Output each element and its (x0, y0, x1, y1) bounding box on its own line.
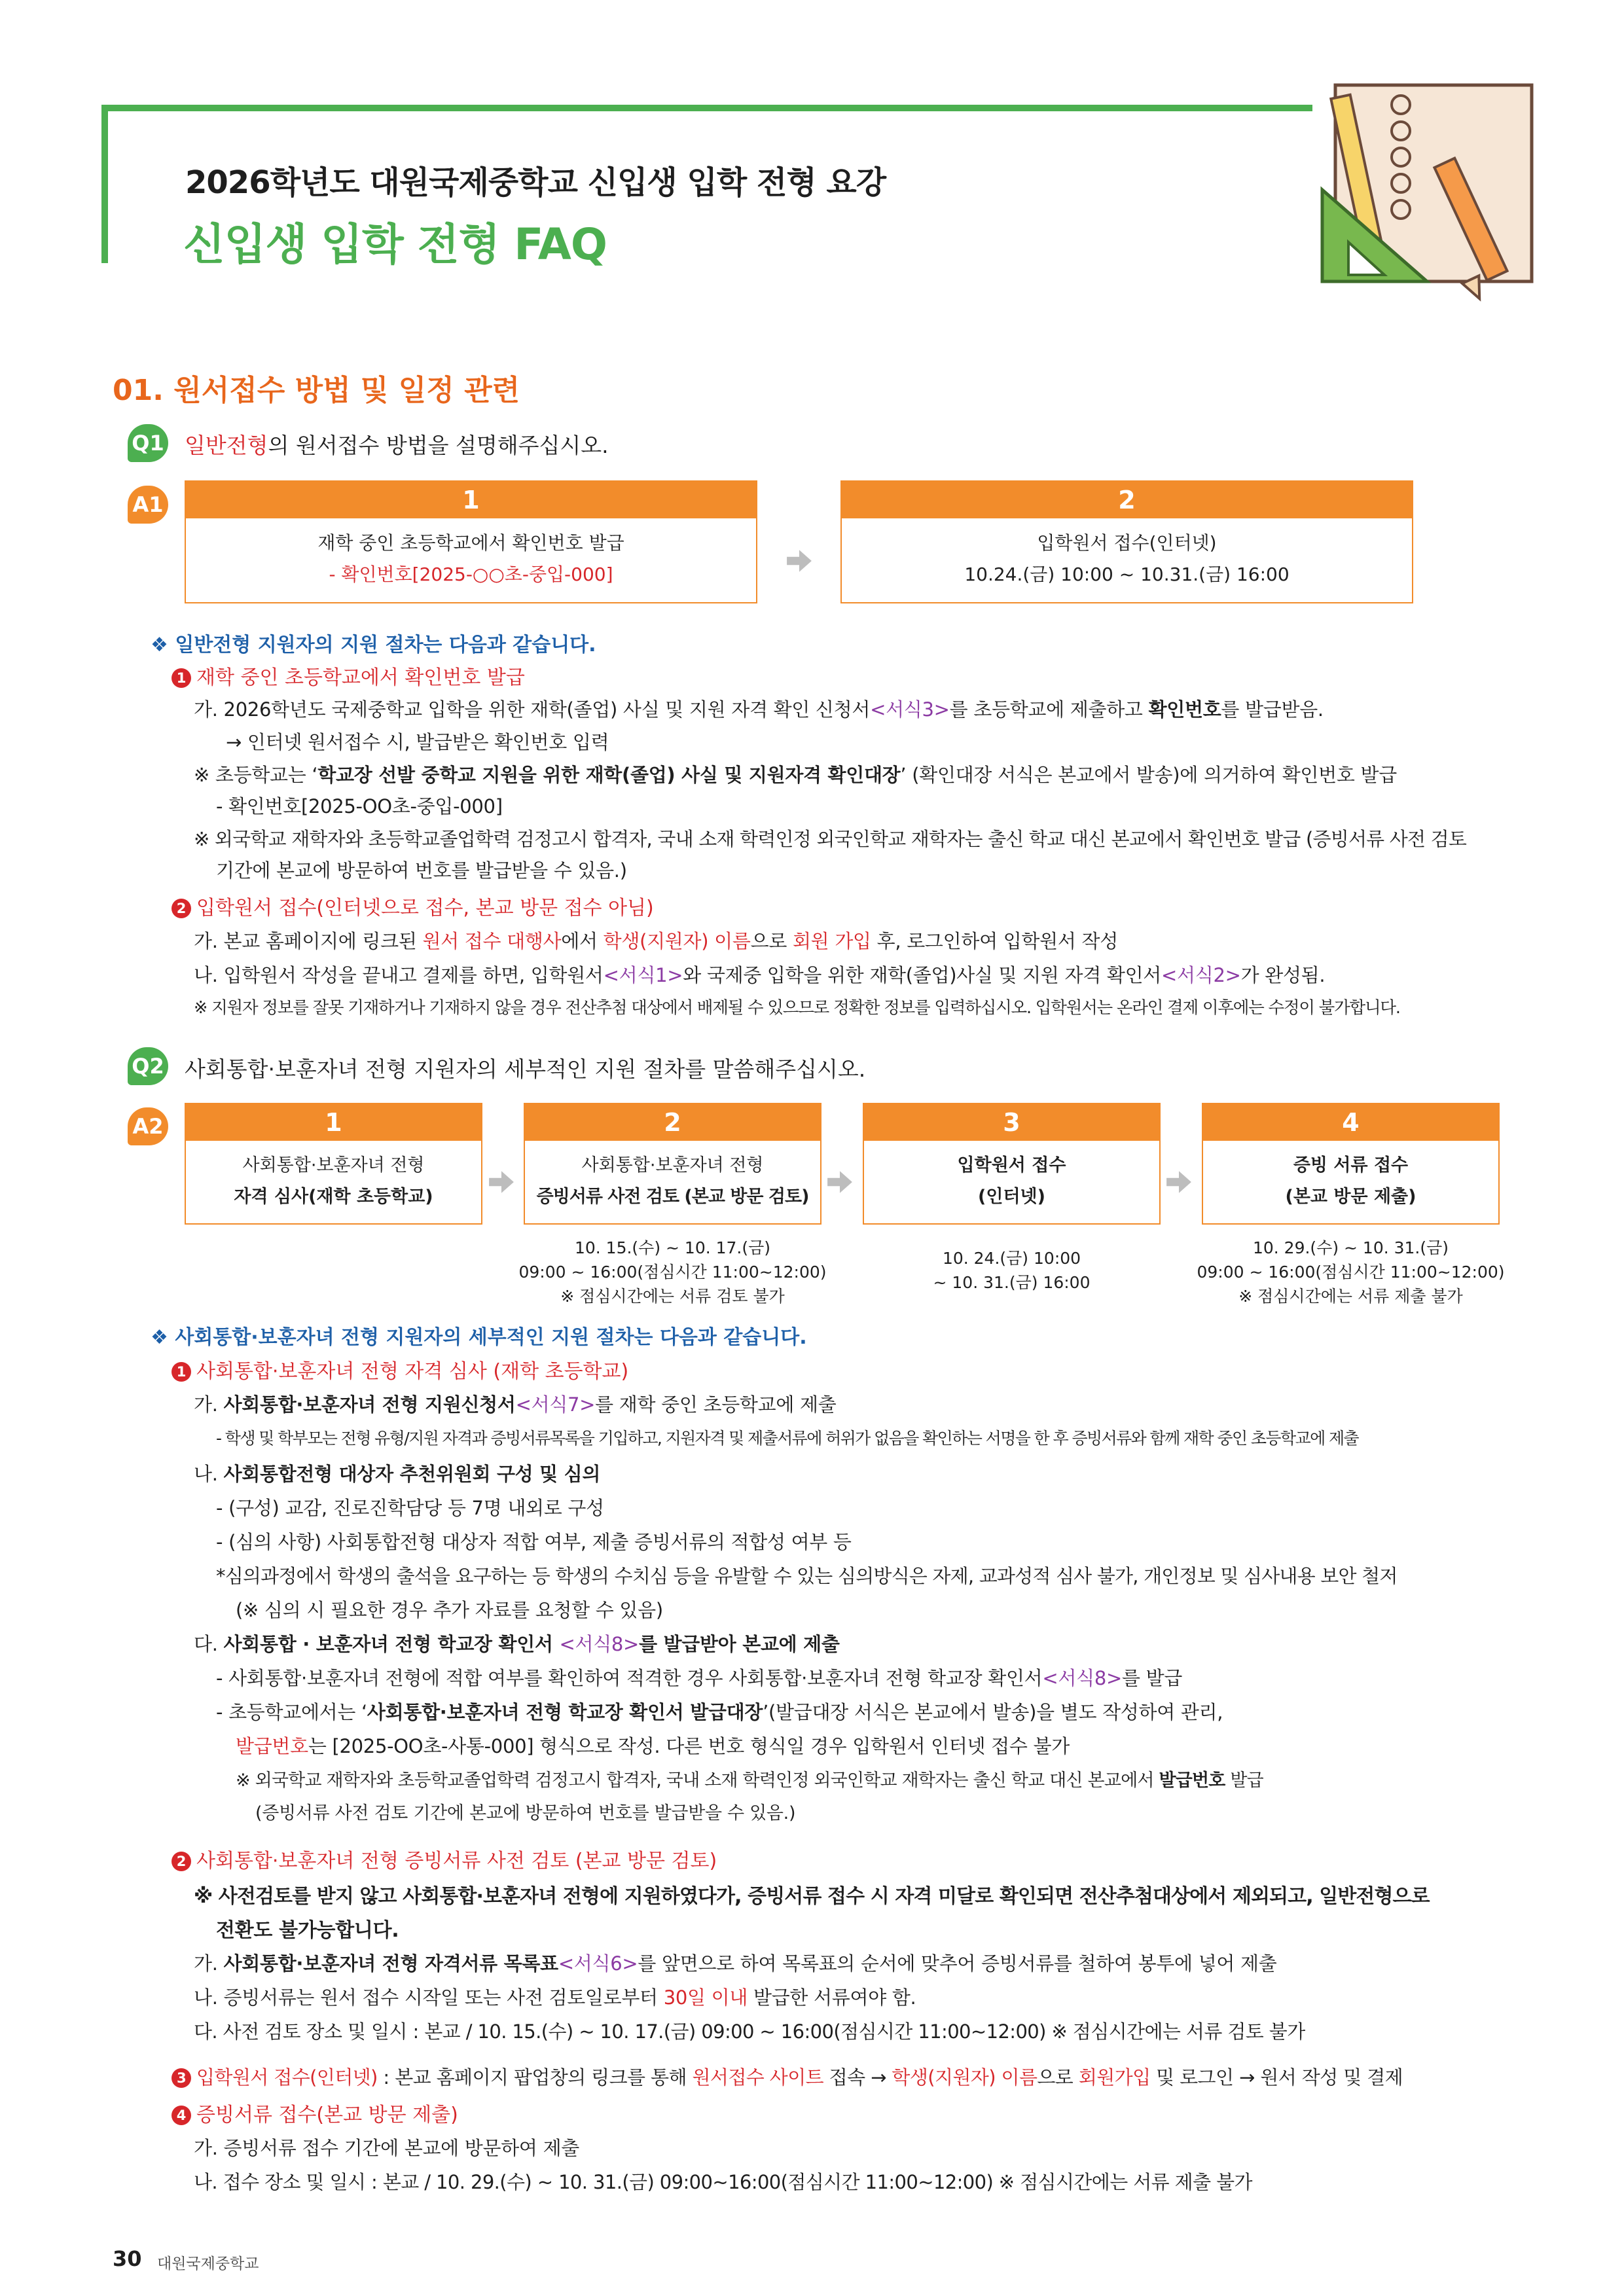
step-line-2: 10.24.(금) 10:00 ~ 10.31.(금) 16:00 (964, 564, 1290, 585)
arrow-right-icon (488, 1168, 515, 1196)
a2-step-3-schedule: 10. 24.(금) 10:00 ~ 10. 31.(금) 16:00 (933, 1249, 1091, 1292)
header-left-rule (101, 105, 108, 263)
stationery-illustration (1296, 65, 1558, 314)
q2-item2-ga: 가. 사회통합·보훈자녀 전형 자격서류 목록표<서식6>를 앞면으로 하여 목록표의 순서에 맞추어 증빙서류를 철하여 봉투에 넣어 제출 (194, 1952, 1277, 1975)
q1-item1-ga: 가. 2026학년도 국제중학교 입학을 위한 재학(졸업) 사실 및 지원 자격 확인 신청서<서식3>를 초등학교에 제출하고 확인번호를 발급받음. (194, 698, 1324, 721)
q1-item1-note2-cont: 기간에 본교에 방문하여 번호를 발급받을 수 있음.) (216, 859, 627, 882)
arrow-right-icon (826, 1168, 854, 1196)
step-line-1: 재학 중인 초등학교에서 확인번호 발급 (317, 532, 624, 554)
step-line-1: 입학원서 접수(인터넷) (1037, 532, 1217, 554)
q2-item4-na: 나. 접수 장소 및 일시 : 본교 / 10. 29.(수) ~ 10. 31.(금) 09:00~16:00(점심시간 11:00~12:00) ※ 점심시간에는 서류 제출 불가 (194, 2171, 1252, 2193)
a2-step-1: 1 사회통합·보훈자녀 전형 자격 심사(재학 초등학교) (185, 1103, 482, 1225)
q1-procedure-heading: ❖ 일반전형 지원자의 지원 절차는 다음과 같습니다. (151, 634, 596, 656)
q2-item2-title: 2 사회통합·보훈자녀 전형 증빙서류 사전 검토 (본교 방문 검토) (171, 1844, 717, 1873)
number-1-icon: 1 (171, 1362, 191, 1382)
document-subtitle: 2026학년도 대원국제중학교 신입생 입학 전형 요강 (185, 164, 886, 201)
arrow-right-icon (1165, 1168, 1193, 1196)
header-top-rule (101, 105, 1312, 111)
q2-item1-da-s3: 발급번호는 [2025-OO초-사통-000] 형식으로 작성. 다른 번호 형식일 경우 입학원서 인터넷 접수 불가 (236, 1735, 1070, 1757)
a2-step-4: 4 증빙 서류 접수 (본교 방문 제출) (1202, 1103, 1500, 1225)
q2-badge: Q2 (128, 1047, 168, 1085)
q2-item1-da-s2: - 초등학교에서는 ‘사회통합·보훈자녀 전형 학교장 확인서 발급대장’(발급대장 서식은 본교에서 발송)을 별도 작성하여 관리, (216, 1701, 1223, 1723)
q2-item3: 3 입학원서 접수(인터넷) : 본교 홈페이지 팝업창의 링크를 통해 원서접수 사이트 접속 → 학생(지원자) 이름으로 회원가입 및 로그인 → 원서 작성 및 결제 (171, 2063, 1403, 2090)
q1-item1-title: 1 재학 중인 초등학교에서 확인번호 발급 (171, 661, 525, 690)
q1-question-highlight: 일반전형 (185, 433, 268, 458)
q2-item1-title: 1 사회통합·보훈자녀 전형 자격 심사 (재학 초등학교) (171, 1355, 628, 1384)
step-number: 1 (186, 482, 756, 518)
q2-item1-da-s4: ※ 외국학교 재학자와 초등학교졸업학력 검정고시 합격자, 국내 소재 학력인정 외국인학교 재학자는 출신 학교 대신 본교에서 발급번호 발급 (236, 1770, 1263, 1791)
a2-badge: A2 (128, 1107, 168, 1145)
q2-item1-na: 나. 사회통합전형 대상자 추천위원회 구성 및 심의 (194, 1463, 601, 1485)
section-title: 01. 원서접수 방법 및 일정 관련 (113, 374, 520, 407)
q1-item2-title: 2 입학원서 접수(인터넷으로 접수, 본교 방문 접수 아님) (171, 891, 654, 920)
q2-item1-na-s2: - (심의 사항) 사회통합전형 대상자 적합 여부, 제출 증빙서류의 적합성 여부 등 (216, 1531, 852, 1553)
number-2-icon: 2 (171, 1852, 191, 1871)
a2-step-2-schedule: 10. 15.(수) ~ 10. 17.(금) 09:00 ~ 16:00(점심시간 11:00~12:00) ※ 점심시간에는 서류 검토 불가 (518, 1238, 827, 1306)
number-1-icon: 1 (171, 668, 191, 688)
q2-item1-ga: 가. 사회통합·보훈자녀 전형 지원신청서<서식7>를 재학 중인 초등학교에 제출 (194, 1393, 837, 1416)
q2-item1-na-s4: (※ 심의 시 필요한 경우 추가 자료를 요청할 수 있음) (236, 1599, 663, 1621)
q1-item1-note2: ※ 외국학교 재학자와 초등학교졸업학력 검정고시 합격자, 국내 소재 학력인정 외국인학교 재학자는 출신 학교 대신 본교에서 확인번호 발급 (증빙서류 사전 검토 (194, 828, 1467, 850)
q2-item1-da-s1: - 사회통합·보훈자녀 전형에 적합 여부를 확인하여 적격한 경우 사회통합·보훈자녀 전형 학교장 확인서<서식8>를 발급 (216, 1667, 1183, 1689)
page-number: 30 (113, 2246, 142, 2271)
q1-item1-ga-sub: → 인터넷 원서접수 시, 발급받은 확인번호 입력 (226, 731, 609, 753)
q1-item2-na: 나. 입학원서 작성을 끝내고 결제를 하면, 입학원서<서식1>와 국제중 입학을 위한 재학(졸업)사실 및 지원 자격 확인서<서식2>가 완성됨. (194, 964, 1326, 986)
q2-item2-na: 나. 증빙서류는 원서 접수 시작일 또는 사전 검토일로부터 30일 이내 발급한 서류여야 함. (194, 1986, 916, 2009)
number-3-icon: 3 (171, 2068, 191, 2088)
q1-item2-ga: 가. 본교 홈페이지에 링크된 원서 접수 대행사에서 학생(지원자) 이름으로 회원 가입 후, 로그인하여 입학원서 작성 (194, 930, 1118, 952)
number-4-icon: 4 (171, 2106, 191, 2125)
arrow-right-icon (785, 547, 813, 575)
a1-step-2 (840, 480, 1413, 603)
a1-badge: A1 (128, 486, 168, 524)
a2-step-2: 2 사회통합·보훈자녀 전형 증빙서류 사전 검토 (본교 방문 검토) (524, 1103, 821, 1225)
q2-item4-title: 4 증빙서류 접수(본교 방문 제출) (171, 2098, 458, 2127)
q2-item2-warning-2: 전환도 불가능합니다. (216, 1919, 399, 1942)
page-title: 신입생 입학 전형 FAQ (183, 219, 607, 270)
step-line-2: - 확인번호[2025-○○초-중입-000] (329, 564, 613, 585)
q2-item4-ga: 가. 증빙서류 접수 기간에 본교에 방문하여 제출 (194, 2137, 579, 2159)
q1-question (185, 429, 609, 459)
a2-step-3: 3 입학원서 접수 (인터넷) (863, 1103, 1161, 1225)
q2-item1-na-s1: - (구성) 교감, 진로진학담당 등 7명 내외로 구성 (216, 1497, 604, 1519)
q1-badge: Q1 (128, 424, 168, 462)
step-number: 2 (842, 482, 1412, 518)
a2-step-4-schedule: 10. 29.(수) ~ 10. 31.(금) 09:00 ~ 16:00(점심시간 11:00~12:00) ※ 점심시간에는 서류 제출 불가 (1197, 1238, 1505, 1306)
q2-item1-ga-sub: - 학생 및 학부모는 전형 유형/지원 자격과 증빙서류목록을 기입하고, 지원자격 및 제출서류에 허위가 없음을 확인하는 서명을 한 후 증빙서류와 함께 재학 중인 초등학교에 제출 (216, 1429, 1359, 1448)
q1-question-rest: 의 원서접수 방법을 설명해주십시오. (268, 433, 609, 458)
q1-item1-code: - 확인번호[2025-OO초-중입-000] (216, 795, 503, 817)
q2-item2-da: 다. 사전 검토 장소 및 일시 : 본교 / 10. 15.(수) ~ 10. 17.(금) 09:00 ~ 16:00(점심시간 11:00~12:00) ※ 점심시간에는 서류 검토 불가 (194, 2020, 1305, 2043)
q2-procedure-heading: ❖ 사회통합·보훈자녀 전형 지원자의 세부적인 지원 절차는 다음과 같습니다. (151, 1326, 807, 1349)
q2-item1-da-s5: (증빙서류 사전 검토 기간에 본교에 방문하여 번호를 발급받을 수 있음.) (255, 1803, 796, 1823)
q2-item2-warning-1: ※ 사전검토를 받지 않고 사회통합·보훈자녀 전형에 지원하였다가, 증빙서류 접수 시 자격 미달로 확인되면 전산추첨대상에서 제외되고, 일반전형으로 (194, 1885, 1430, 1908)
q2-item1-na-s3: *심의과정에서 학생의 출석을 요구하는 등 학생의 수치심 등을 유발할 수 있는 심의방식은 자제, 교과성적 심사 불가, 개인정보 및 심사내용 보안 철저 (216, 1565, 1398, 1587)
q1-item2-note: ※ 지원자 정보를 잘못 기재하거나 기재하지 않을 경우 전산추첨 대상에서 배제될 수 있으므로 정확한 정보를 입력하십시오. 입학원서는 온라인 결제 이후에는 수정이 불가합니다. (194, 998, 1400, 1018)
q2-item1-da: 다. 사회통합 · 보훈자녀 전형 학교장 확인서 <서식8>를 발급받아 본교에 제출 (194, 1633, 840, 1655)
q1-item1-note1: ※ 초등학교는 ‘학교장 선발 중학교 지원을 위한 재학(졸업) 사실 및 지원자격 확인대장’ (확인대장 서식은 본교에서 발송)에 의거하여 확인번호 발급 (194, 764, 1397, 786)
footer-school-name: 대원국제중학교 (157, 2255, 259, 2272)
q2-question: 사회통합·보훈자녀 전형 지원자의 세부적인 지원 절차를 말씀해주십시오. (185, 1056, 866, 1082)
number-2-icon: 2 (171, 899, 191, 918)
a1-step-1 (185, 480, 757, 603)
